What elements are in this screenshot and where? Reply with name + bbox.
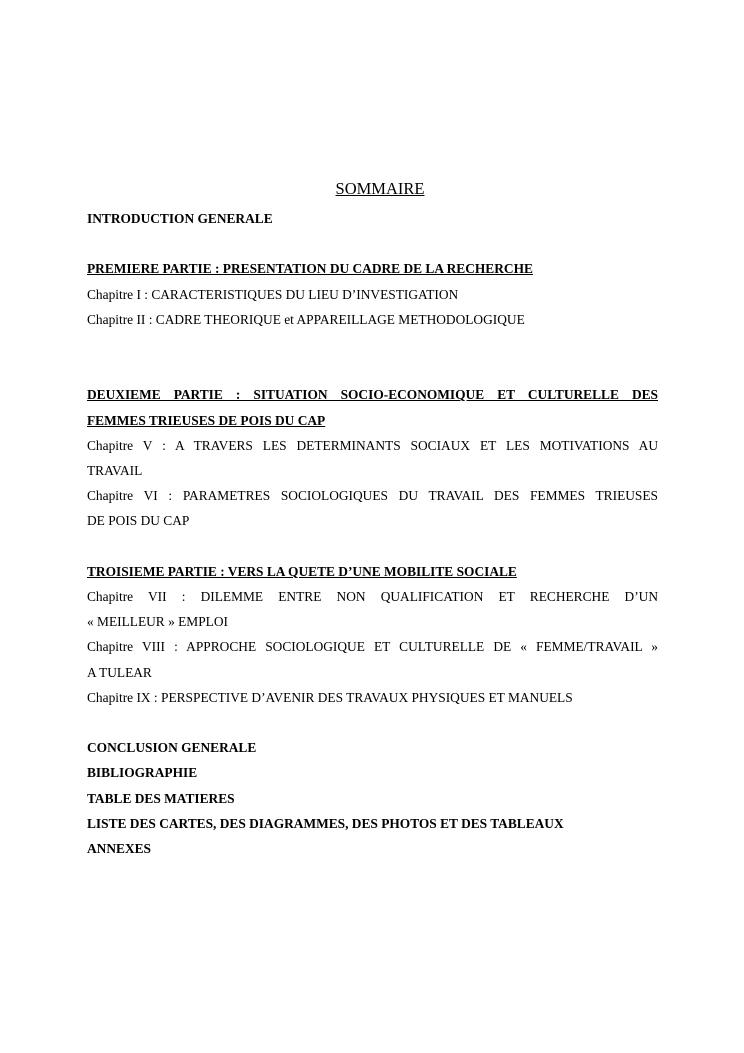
toc-table-of-contents: TABLE DES MATIERES bbox=[87, 790, 235, 806]
toc-introduction: INTRODUCTION GENERALE bbox=[87, 211, 273, 226]
chapter-7-line2: « MEILLEUR » EMPLOI bbox=[87, 614, 228, 630]
chapter-6-line2: DE POIS DU CAP bbox=[87, 513, 190, 529]
toc-list-of-figures: LISTE DES CARTES, DES DIAGRAMMES, DES PHOTOS ET DES TABLEAUX bbox=[87, 815, 564, 831]
chapter-8-line1: Chapitre VIII : APPROCHE SOCIOLOGIQUE ET CULTURELLE DE « FEMME/TRAVAIL » bbox=[87, 639, 658, 655]
chapter-5-line1: Chapitre V : A TRAVERS LES DETERMINANTS SOCIAUX ET LES MOTIVATIONS AU bbox=[87, 437, 658, 453]
chapter-9: Chapitre IX : PERSPECTIVE D’AVENIR DES TRAVAUX PHYSIQUES ET MANUELS bbox=[87, 689, 573, 705]
spacer bbox=[87, 534, 658, 559]
spacer bbox=[87, 231, 658, 256]
chapter-6-line1: Chapitre VI : PARAMETRES SOCIOLOGIQUES DU TRAVAIL DES FEMMES TRIEUSES bbox=[87, 488, 658, 504]
part2-heading-line1: DEUXIEME PARTIE : SITUATION SOCIO-ECONOMIQUE ET CULTURELLE DES bbox=[87, 387, 658, 403]
toc-bibliography: BIBLIOGRAPHIE bbox=[87, 765, 198, 781]
part2-heading-line2: FEMMES TRIEUSES DE POIS DU CAP bbox=[87, 412, 326, 428]
chapter-2: Chapitre II : CADRE THEORIQUE et APPAREILLAGE METHODOLOGIQUE bbox=[87, 311, 525, 327]
chapter-7-line1: Chapitre VII : DILEMME ENTRE NON QUALIFICATION ET RECHERCHE D’UN bbox=[87, 589, 658, 604]
toc-annexes: ANNEXES bbox=[87, 841, 151, 857]
table-of-contents bbox=[87, 206, 658, 861]
chapter-1: Chapitre I : CARACTERISTIQUES DU LIEU D’INVESTIGATION bbox=[87, 286, 459, 302]
chapter-8-line2: A TULEAR bbox=[87, 664, 152, 680]
spacer bbox=[87, 710, 658, 735]
chapter-5-line2: TRAVAIL bbox=[87, 463, 143, 478]
spacer bbox=[87, 332, 658, 382]
toc-conclusion: CONCLUSION GENERALE bbox=[87, 740, 257, 756]
part3-heading: TROISIEME PARTIE : VERS LA QUETE D’UNE MOBILITE SOCIALE bbox=[87, 563, 517, 579]
page-title: SOMMAIRE bbox=[335, 179, 425, 198]
part1-heading: PREMIERE PARTIE : PRESENTATION DU CADRE DE LA RECHERCHE bbox=[87, 261, 533, 277]
